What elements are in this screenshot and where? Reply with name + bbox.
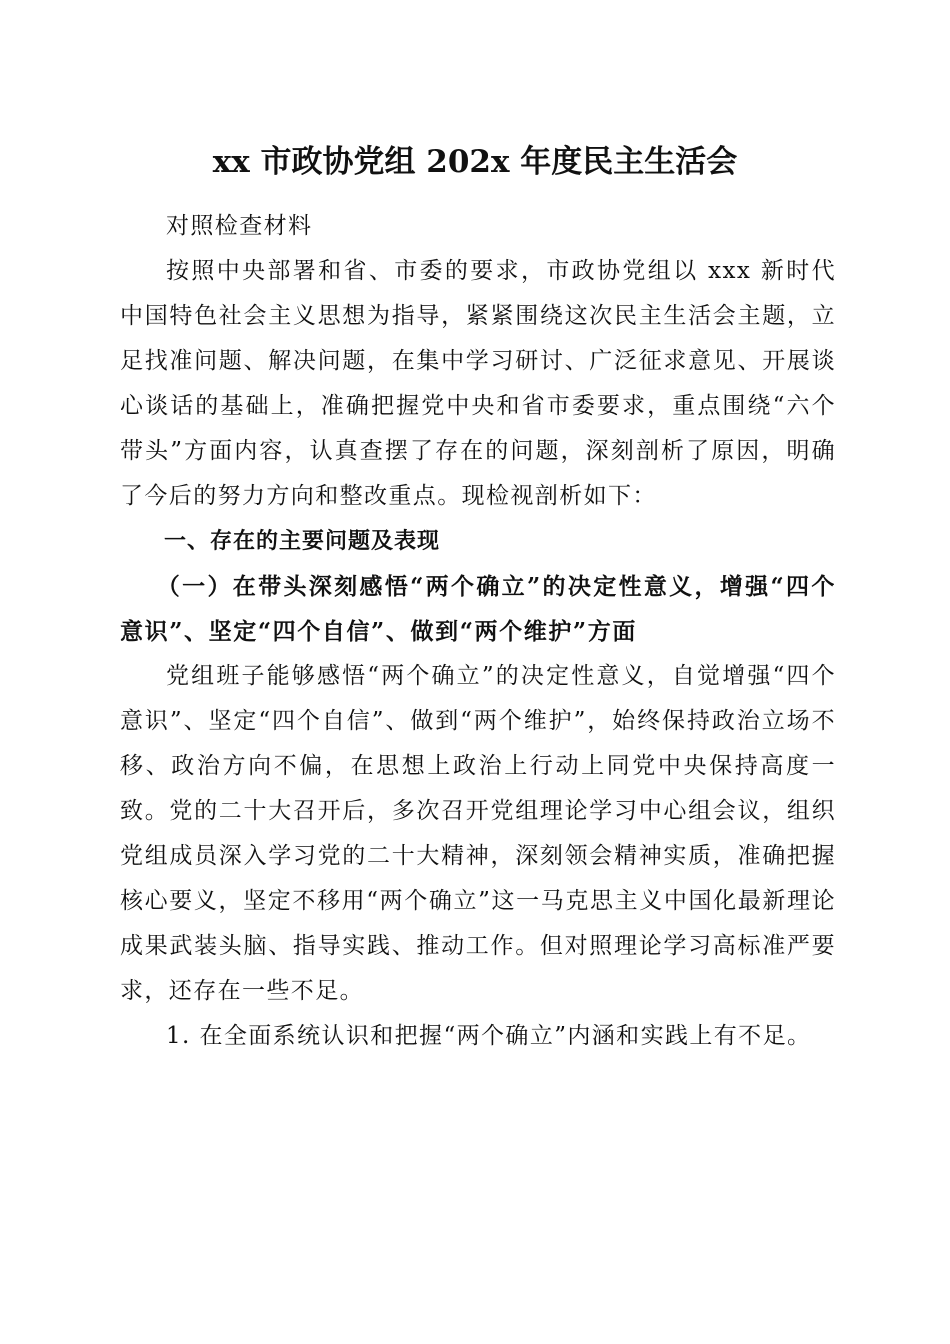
intro-paragraph: 按照中央部署和省、市委的要求，市政协党组以 xxx 新时代中国特色社会主义思想为指导，紧紧围绕这次民主生活会主题，立足找准问题、解决问题，在集中学习研讨、广泛征求意见、开展谈心谈话的基础上，准确把握党中央和省市委要求，重点围绕“六个带头”方面内容，认真查摆了存在的问题，深刻剖析了原因，明确了今后的努力方向和整改重点。现检视剖析如下： — [120, 258, 836, 509]
document-body — [120, 204, 836, 1059]
document-title: xx 市政协党组 202x 年度民主生活会 — [212, 144, 738, 180]
document-subtitle: 对照检查材料 — [166, 213, 313, 239]
list-item-1: 1. 在全面系统认识和把握“两个确立”内涵和实践上有不足。 — [166, 1023, 812, 1049]
subsection-heading-1: （一）在带头深刻感悟“两个确立”的决定性意义，增强“四个意识”、坚定“四个自信”、做到“两个维护”方面 — [120, 573, 836, 645]
section-heading-1: 一、存在的主要问题及表现 — [164, 529, 441, 554]
subsection-body-1: 党组班子能够感悟“两个确立”的决定性意义，自觉增强“四个意识”、坚定“四个自信”、做到“两个维护”，始终保持政治立场不移、政治方向不偏，在思想上政治上行动上同党中央保持高度一致。党的二十大召开后，多次召开党组理论学习中心组会议，组织党组成员深入学习党的二十大精神，深刻领会精神实质，准确把握核心要义，坚定不移用“两个确立”这一马克思主义中国化最新理论成果武装头脑、指导实践、推动工作。但对照理论学习高标准严要求，还存在一些不足。 — [120, 663, 836, 1004]
